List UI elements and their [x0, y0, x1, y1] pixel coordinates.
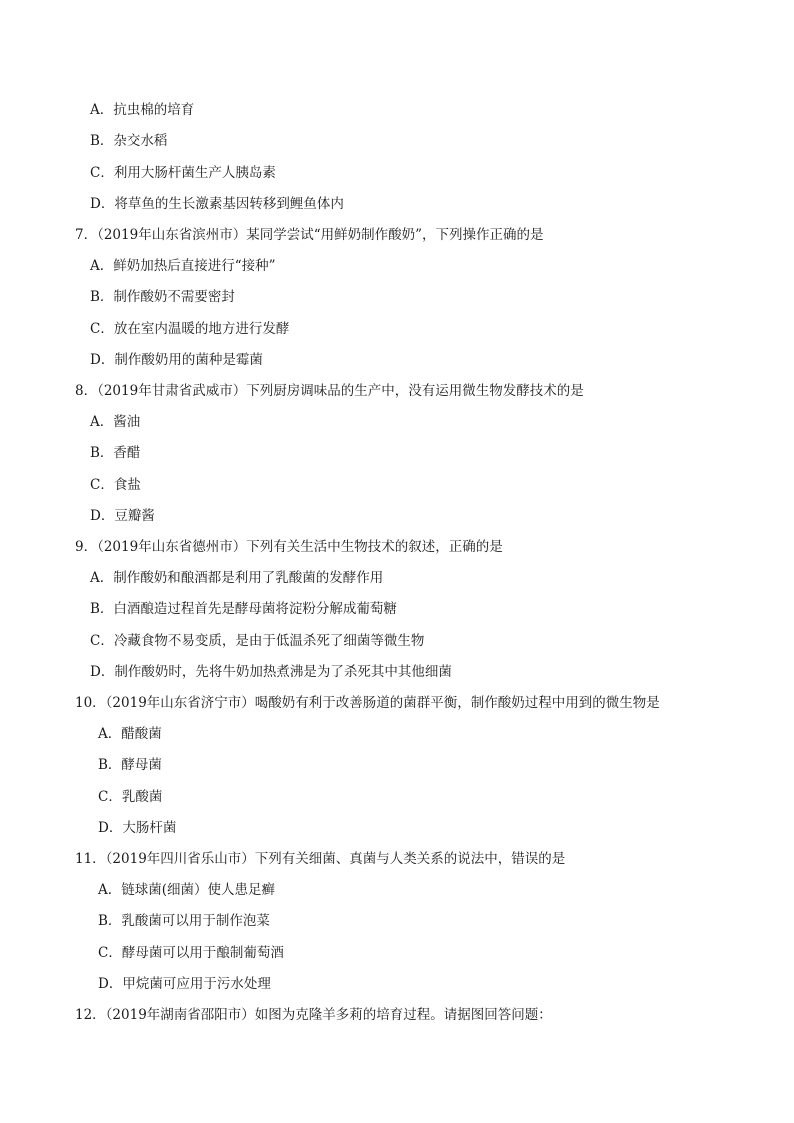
q9-stem: 9．（2019年山东省德州市）下列有关生活中生物技术的叙述，正确的是 — [75, 539, 503, 555]
q9-option-c: C．冷藏食物不易变质，是由于低温杀死了细菌等微生物 — [90, 633, 425, 649]
q11-option-d: D．甲烷菌可应用于污水处理 — [98, 976, 271, 992]
q6-option-b: B．杂交水稻 — [90, 133, 168, 149]
q6-option-d: D．将草鱼的生长激素基因转移到鲤鱼体内 — [90, 196, 344, 212]
q10-stem: 10．（2019年山东省济宁市）喝酸奶有利于改善肠道的菌群平衡，制作酸奶过程中用到的微生物是 — [75, 695, 660, 711]
q11-stem: 11．（2019年四川省乐山市）下列有关细菌、真菌与人类关系的说法中，错误的是 — [75, 851, 566, 867]
q9-option-d: D．制作酸奶时，先将牛奶加热煮沸是为了杀死其中其他细菌 — [90, 664, 452, 680]
q6-option-c: C．利用大肠杆菌生产人胰岛素 — [90, 165, 276, 181]
q12-stem: 12．（2019年湖南省邵阳市）如图为克隆羊多莉的培育过程。请据图回答问题： — [75, 1007, 552, 1023]
q6-option-a: A．抗虫棉的培育 — [90, 102, 195, 118]
q8-option-c: C．食盐 — [90, 477, 141, 493]
q10-option-d: D．大肠杆菌 — [98, 820, 177, 836]
q7-option-d: D．制作酸奶用的菌种是霉菌 — [90, 352, 263, 368]
q7-option-c: C．放在室内温暖的地方进行发酵 — [90, 321, 290, 337]
q8-stem: 8．（2019年甘肃省武威市）下列厨房调味品的生产中，没有运用微生物发酵技术的是 — [75, 383, 584, 399]
q10-option-c: C．乳酸菌 — [98, 789, 163, 805]
q9-option-a: A．制作酸奶和酿酒都是利用了乳酸菌的发酵作用 — [90, 570, 384, 586]
q10-option-a: A．醋酸菌 — [98, 726, 162, 742]
q10-option-b: B．酵母菌 — [98, 757, 162, 773]
q7-option-b: B．制作酸奶不需要密封 — [90, 289, 235, 305]
q7-option-a: A．鲜奶加热后直接进行“接种” — [90, 258, 276, 274]
q11-option-a: A．链球菌(细菌）使人患足癣 — [98, 882, 276, 898]
q8-option-d: D．豆瓣酱 — [90, 508, 155, 524]
q7-stem: 7．（2019年山东省滨州市）某同学尝试“用鲜奶制作酸奶”，下列操作正确的是 — [75, 227, 544, 243]
q9-option-b: B．白酒酿造过程首先是酵母菌将淀粉分解成葡萄糖 — [90, 601, 397, 617]
q11-option-c: C．酵母菌可以用于酿制葡萄酒 — [98, 945, 284, 961]
q8-option-b: B．香醋 — [90, 445, 141, 461]
q11-option-b: B．乳酸菌可以用于制作泡菜 — [98, 913, 270, 929]
q8-option-a: A．酱油 — [90, 414, 141, 430]
